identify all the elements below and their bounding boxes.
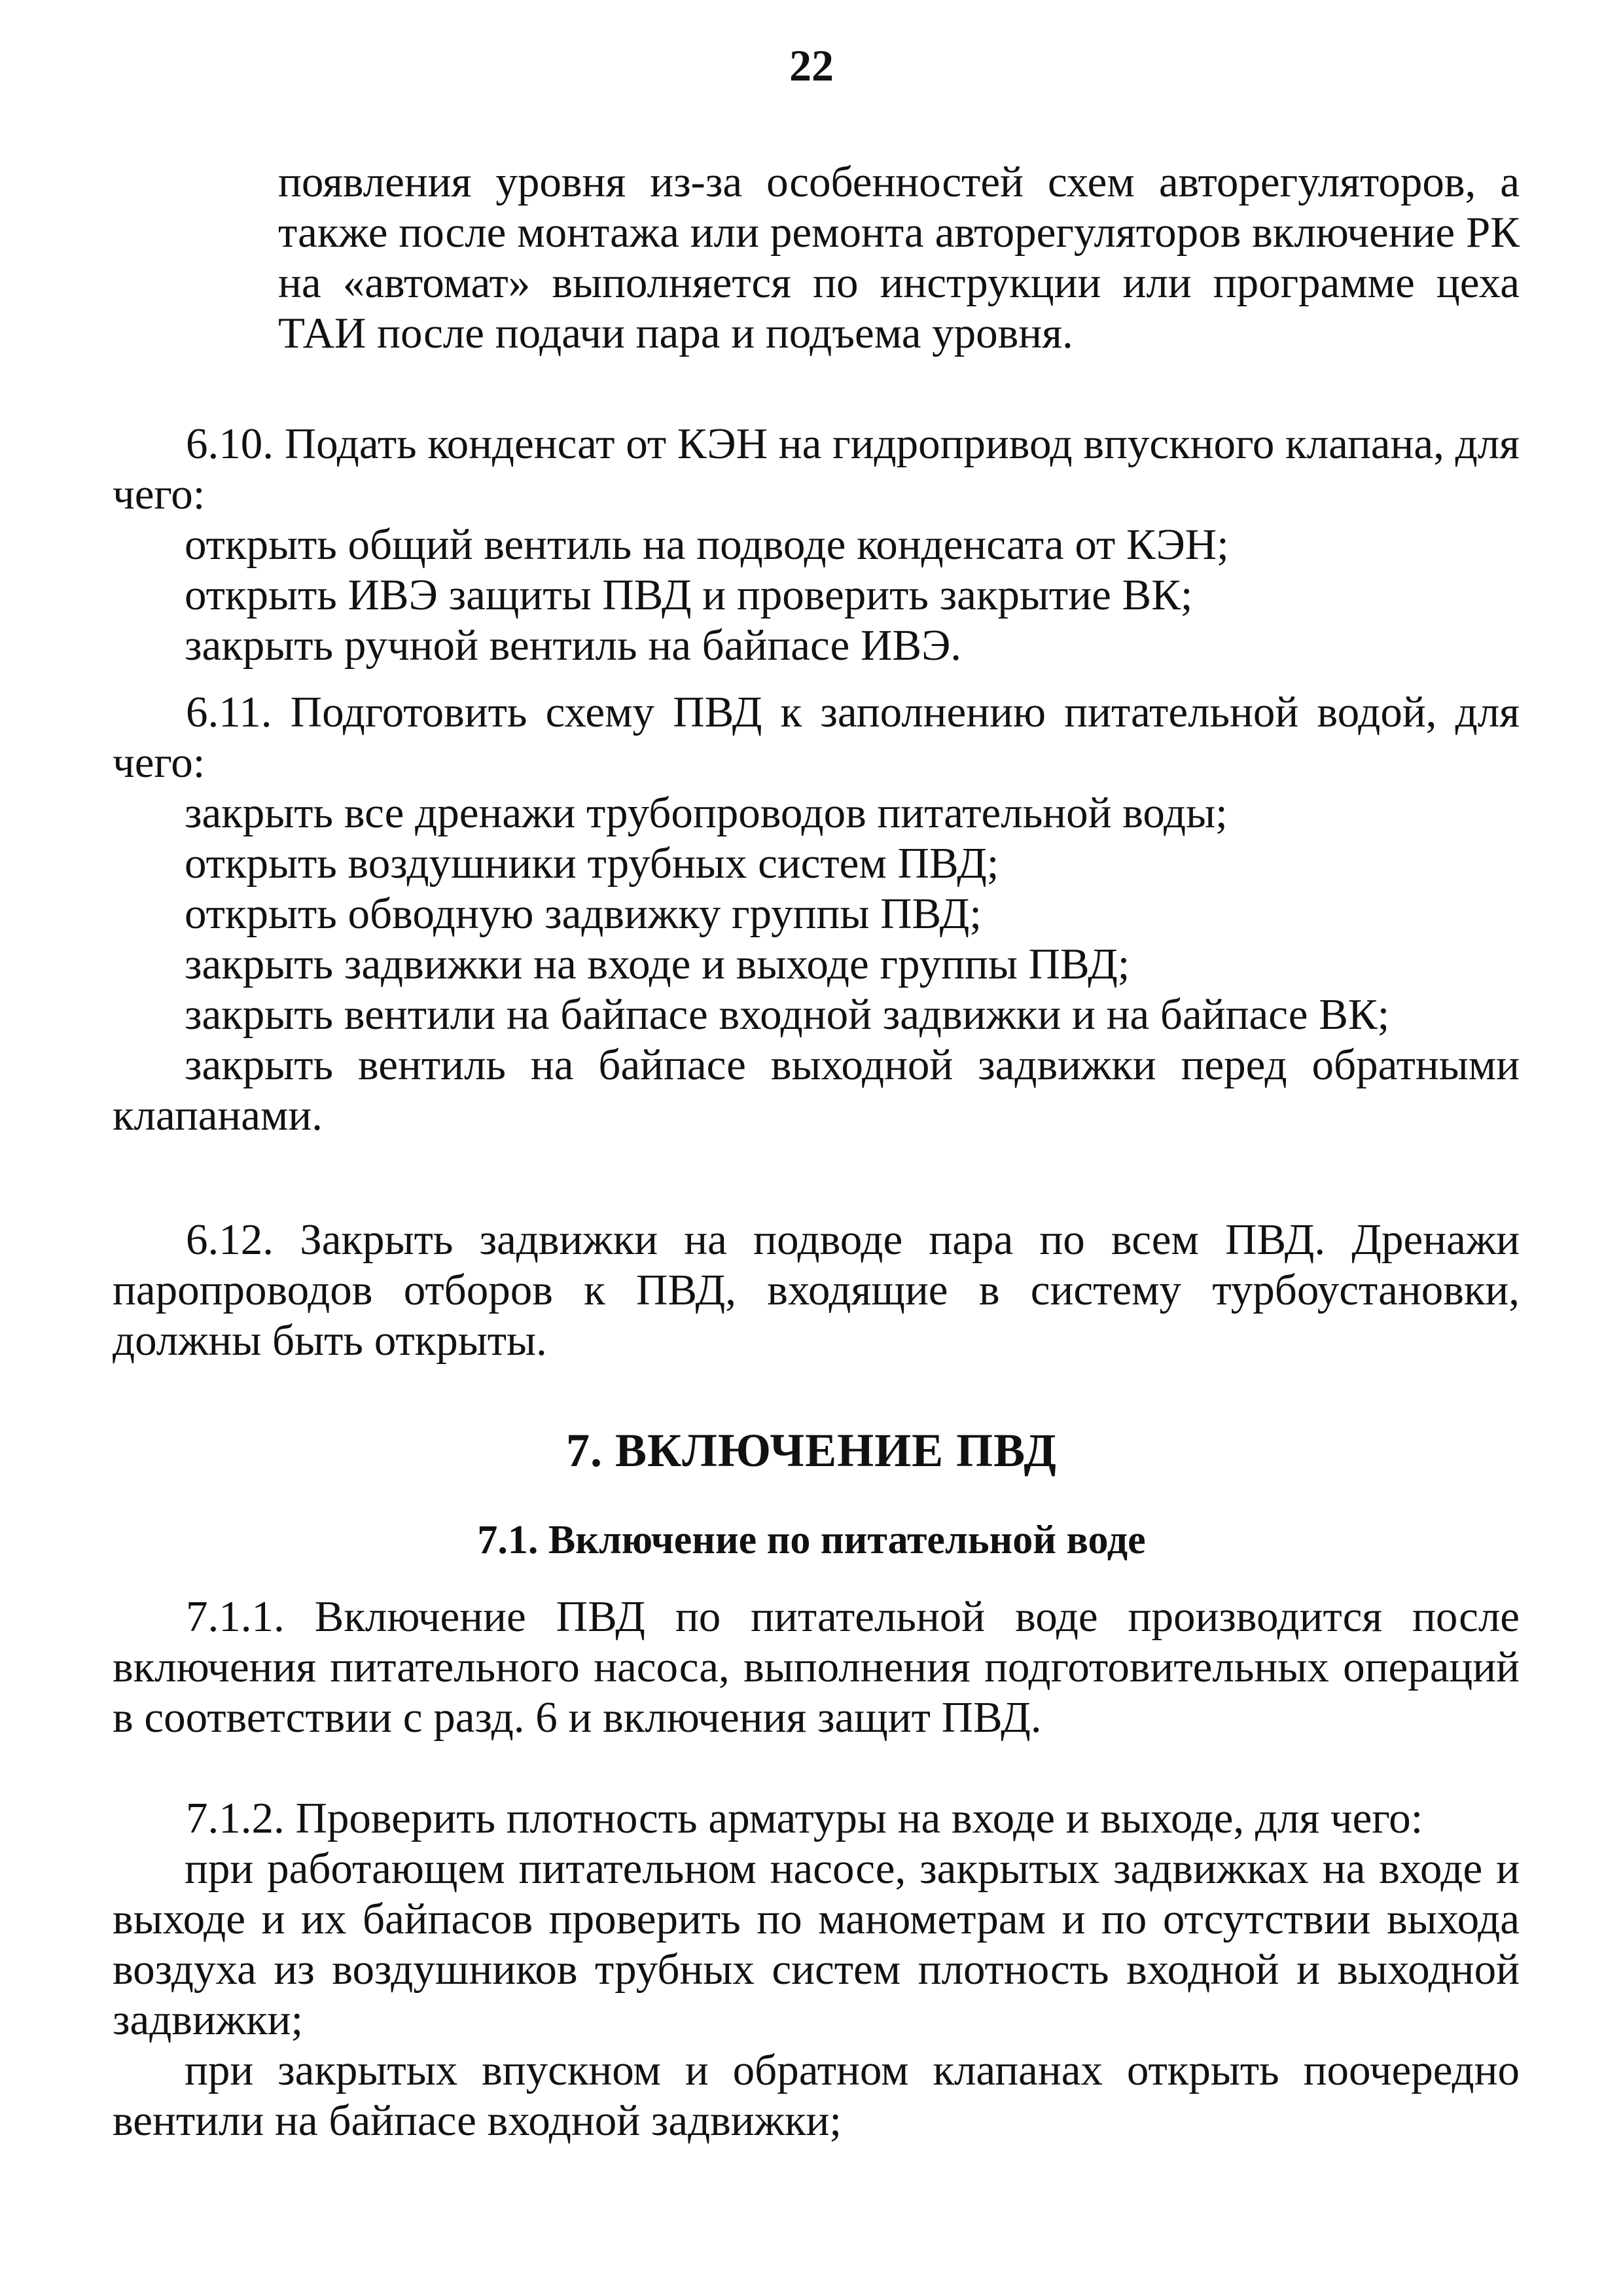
intro-paragraph [278, 157, 1520, 359]
section-7-1-1-text: 7.1.1. Включение ПВД по питательной воде производится после включения питательного насоса, выполнения подготовительных операций в соответствии с разд. 6 и включения защит ПВД. [113, 1592, 1520, 1742]
list-item: открыть ИВЭ защиты ПВД и проверить закрытие ВК; [185, 571, 1193, 619]
list-item: при закрытых впускном и обратном клапанах открыть поочередно вентили на байпасе входной задвижки; [113, 2046, 1520, 2145]
list-item: закрыть задвижки на входе и выходе группы ПВД; [185, 940, 1130, 988]
section-6-12 [113, 1215, 1520, 1366]
list-item: закрыть все дренажи трубопроводов питательной воды; [185, 789, 1228, 837]
section-6-11 [113, 687, 1520, 1141]
section-7-1-2-lead: 7.1.2. Проверить плотность арматуры на входе и выходе, для чего: [186, 1794, 1423, 1842]
intro-text: появления уровня из-за особенностей схем авторегуляторов, а также после монтажа или ремонта авторегуляторов включение РК на «автомат» выполняется по инструкции или программе цеха ТАИ после подачи пара и подъема уровня. [278, 158, 1520, 357]
page-number: 22 [789, 41, 834, 90]
section-7-1-subtitle: 7.1. Включение по питательной воде [477, 1518, 1146, 1562]
section-6-10 [113, 419, 1520, 671]
section-6-11-lead: 6.11. Подготовить схему ПВД к заполнению питательной водой, для чего: [113, 688, 1520, 787]
section-7-1-2 [113, 1793, 1520, 2146]
section-7-1-1 [113, 1592, 1520, 1743]
list-item: открыть обводную задвижку группы ПВД; [185, 889, 982, 938]
list-item: закрыть вентили на байпасе входной задвижки и на байпасе ВК; [185, 990, 1390, 1039]
list-item: закрыть вентиль на байпасе выходной задвижки перед обратными клапанами. [113, 1041, 1520, 1139]
list-item: при работающем питательном насосе, закрытых задвижках на входе и выходе и их байпасов проверить по манометрам и по отсутствии выхода воздуха из воздушников трубных систем плотность входной и выходной задвижки; [113, 1844, 1520, 2044]
section-7-title: 7. ВКЛЮЧЕНИЕ ПВД [566, 1424, 1057, 1477]
list-item: закрыть ручной вентиль на байпасе ИВЭ. [185, 621, 962, 670]
list-item: открыть воздушники трубных систем ПВД; [185, 839, 999, 888]
list-item: открыть общий вентиль на подводе конденсата от КЭН; [185, 520, 1229, 569]
section-6-12-text: 6.12. Закрыть задвижки на подводе пара по всем ПВД. Дренажи паропроводов отборов к ПВД, входящие в систему турбоустановки, должны быть открыты. [113, 1215, 1520, 1365]
section-6-10-lead: 6.10. Подать конденсат от КЭН на гидропривод впускного клапана, для чего: [113, 420, 1520, 518]
